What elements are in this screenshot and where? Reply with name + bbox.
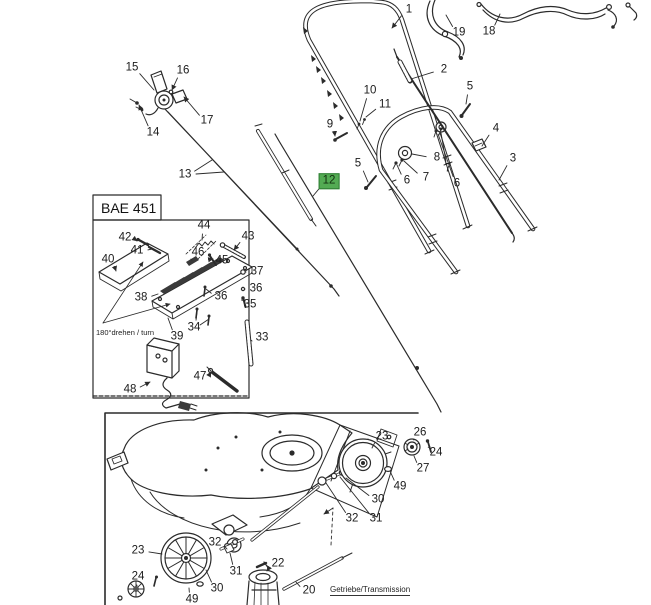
part-label-4[interactable]: 4 — [492, 122, 500, 135]
part-label-32[interactable]: 32 — [208, 536, 222, 549]
leader-line-23 — [149, 552, 162, 554]
leader-line-5 — [363, 171, 368, 182]
part-label-30[interactable]: 30 — [371, 493, 385, 506]
part-label-33[interactable]: 33 — [255, 331, 269, 344]
part-label-10[interactable]: 10 — [363, 84, 377, 97]
part-label-12[interactable]: 12 — [319, 173, 340, 189]
part-label-5[interactable]: 5 — [466, 80, 474, 93]
leader-line-1 — [392, 16, 401, 28]
part-label-35[interactable]: 35 — [243, 298, 257, 311]
part-label-7[interactable]: 7 — [422, 171, 430, 184]
part-label-44[interactable]: 44 — [197, 219, 211, 232]
part-label-3[interactable]: 3 — [509, 152, 517, 165]
leader-line-30 — [206, 570, 211, 582]
leader-line-8 — [412, 154, 426, 157]
part-label-31[interactable]: 31 — [369, 512, 383, 525]
bae-inset-drawing — [93, 195, 252, 411]
part-label-38[interactable]: 38 — [134, 291, 148, 304]
rotate-note: 180°drehen / turn — [96, 328, 155, 337]
part-label-37[interactable]: 37 — [250, 265, 264, 278]
part-label-13[interactable]: 13 — [178, 168, 192, 181]
part-label-46[interactable]: 46 — [191, 246, 205, 259]
part-label-19[interactable]: 19 — [452, 26, 466, 39]
leader-line-13 — [195, 160, 212, 171]
part-label-23[interactable]: 23 — [131, 544, 145, 557]
inset-title: BAE 451 — [101, 200, 157, 216]
leader-line-16 — [172, 78, 177, 90]
part-label-9[interactable]: 9 — [326, 118, 334, 131]
part-label-34[interactable]: 34 — [187, 321, 201, 334]
part-label-40[interactable]: 40 — [101, 253, 115, 266]
part-label-23[interactable]: 23 — [375, 430, 389, 443]
leader-line-7 — [404, 161, 417, 173]
part-label-48[interactable]: 48 — [123, 383, 137, 396]
leader-line-5 — [466, 95, 467, 104]
part-label-16[interactable]: 16 — [176, 64, 190, 77]
leader-line-39 — [168, 318, 172, 330]
leader-line-31 — [230, 553, 233, 564]
part-label-24[interactable]: 24 — [429, 446, 443, 459]
part-label-45[interactable]: 45 — [215, 254, 229, 267]
leader-line-19 — [446, 15, 453, 27]
part-label-31[interactable]: 31 — [229, 565, 243, 578]
part-label-36[interactable]: 36 — [214, 290, 228, 303]
part-label-6[interactable]: 6 — [403, 174, 411, 187]
part-label-2[interactable]: 2 — [440, 63, 448, 76]
part-label-17[interactable]: 17 — [200, 114, 214, 127]
part-label-24[interactable]: 24 — [131, 570, 145, 583]
transmission-label: Getriebe/Transmission — [330, 585, 411, 594]
part-label-1[interactable]: 1 — [405, 3, 413, 16]
part-label-36[interactable]: 36 — [249, 282, 263, 295]
part-label-6[interactable]: 6 — [453, 177, 461, 190]
part-label-39[interactable]: 39 — [170, 330, 184, 343]
leader-line-11 — [366, 109, 376, 117]
part-label-20[interactable]: 20 — [302, 584, 316, 597]
leader-line-48 — [140, 382, 150, 387]
part-label-7[interactable]: 7 — [444, 162, 452, 175]
part-label-49[interactable]: 49 — [185, 593, 199, 605]
part-label-27[interactable]: 27 — [416, 462, 430, 475]
part-label-47[interactable]: 47 — [193, 370, 207, 383]
leader-line-3 — [499, 166, 507, 180]
cable-12-drawing — [255, 124, 441, 412]
leader-line-49 — [390, 471, 394, 480]
part-label-43[interactable]: 43 — [241, 230, 255, 243]
part-label-15[interactable]: 15 — [125, 61, 139, 74]
part-label-26[interactable]: 26 — [413, 426, 427, 439]
part-label-41[interactable]: 41 — [130, 244, 144, 257]
part-label-30[interactable]: 30 — [210, 582, 224, 595]
leader-line-extra — [196, 172, 224, 174]
part-label-49[interactable]: 49 — [393, 480, 407, 493]
part-label-14[interactable]: 14 — [146, 126, 160, 139]
leader-line-14 — [139, 105, 148, 126]
leader-line-43 — [234, 242, 240, 250]
part-label-5[interactable]: 5 — [354, 157, 362, 170]
leader-line-38 — [152, 294, 158, 296]
part-label-32[interactable]: 32 — [345, 512, 359, 525]
leader-line-32 — [326, 483, 346, 513]
leader-line-10 — [360, 99, 367, 121]
leader-line-33 — [251, 340, 252, 341]
part-label-22[interactable]: 22 — [271, 557, 285, 570]
part-label-42[interactable]: 42 — [118, 231, 132, 244]
part-label-11[interactable]: 11 — [379, 98, 391, 111]
part-label-18[interactable]: 18 — [482, 25, 496, 38]
leader-line-17 — [184, 97, 199, 115]
part-label-8[interactable]: 8 — [433, 151, 441, 164]
